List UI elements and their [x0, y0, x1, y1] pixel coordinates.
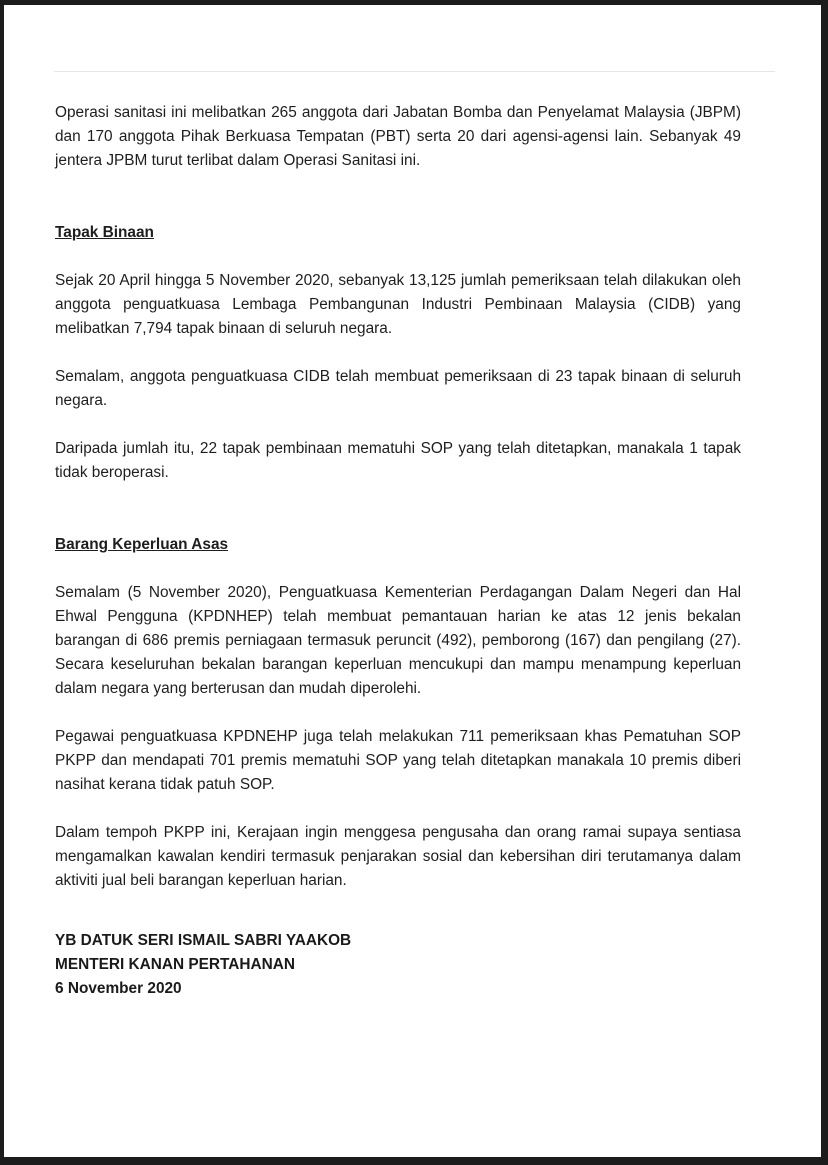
signature-block [55, 929, 741, 1001]
document-page [4, 5, 821, 1157]
paragraph: Pegawai penguatkuasa KPDNEHP juga telah melakukan 711 pemeriksaan khas Pematuhan SOP PKPP dan mendapati 701 premis mematuhi SOP yang telah ditetapkan manakala 10 premis diberi nasihat kerana tidak patuh SOP. [55, 728, 741, 793]
paragraph: Dalam tempoh PKPP ini, Kerajaan ingin menggesa pengusaha dan orang ramai supaya sentiasa mengamalkan kawalan kendiri termasuk penjarakan sosial dan kebersihan diri terutamanya dalam aktiviti jual beli barangan keperluan harian. [55, 824, 741, 889]
document-body [55, 101, 741, 1001]
paragraph-sanitation-operation: Operasi sanitasi ini melibatkan 265 anggota dari Jabatan Bomba dan Penyelamat Malaysia (JBPM) dan 170 anggota Pihak Berkuasa Tempatan (PBT) serta 20 dari agensi-agensi lain. Sebanyak 49 jentera JPBM turut terlibat dalam Operasi Sanitasi ini. [55, 104, 741, 169]
section-tapak-binaan [55, 221, 741, 485]
section-heading: Barang Keperluan Asas [55, 536, 229, 553]
signature-date: 6 November 2020 [55, 980, 182, 997]
paragraph: Sejak 20 April hingga 5 November 2020, sebanyak 13,125 jumlah pemeriksaan telah dilakukan oleh anggota penguatkuasa Lembaga Pembangunan Industri Pembinaan Malaysia (CIDB) yang melibatkan 7,794 tapak binaan di seluruh negara. [55, 272, 741, 337]
paragraph: Semalam, anggota penguatkuasa CIDB telah membuat pemeriksaan di 23 tapak binaan di seluruh negara. [55, 368, 741, 409]
section-barang-keperluan-asas [55, 533, 741, 893]
signatory-title: MENTERI KANAN PERTAHANAN [55, 956, 295, 973]
section-heading: Tapak Binaan [55, 224, 154, 241]
signatory-name: YB DATUK SERI ISMAIL SABRI YAAKOB [55, 932, 352, 949]
paragraph: Semalam (5 November 2020), Penguatkuasa Kementerian Perdagangan Dalam Negeri dan Hal Ehwal Pengguna (KPDNHEP) telah membuat pemantauan harian ke atas 12 jenis bekalan barangan di 686 premis perniagaan termasuk peruncit (492), pemborong (167) dan pengilang (27). Secara keseluruhan bekalan barangan keperluan mencukupi dan mampu menampung keperluan dalam negara yang berterusan dan mudah diperolehi. [55, 584, 741, 697]
paragraph: Daripada jumlah itu, 22 tapak pembinaan mematuhi SOP yang telah ditetapkan, manakala 1 tapak tidak beroperasi. [55, 440, 741, 481]
header-divider [54, 71, 775, 72]
